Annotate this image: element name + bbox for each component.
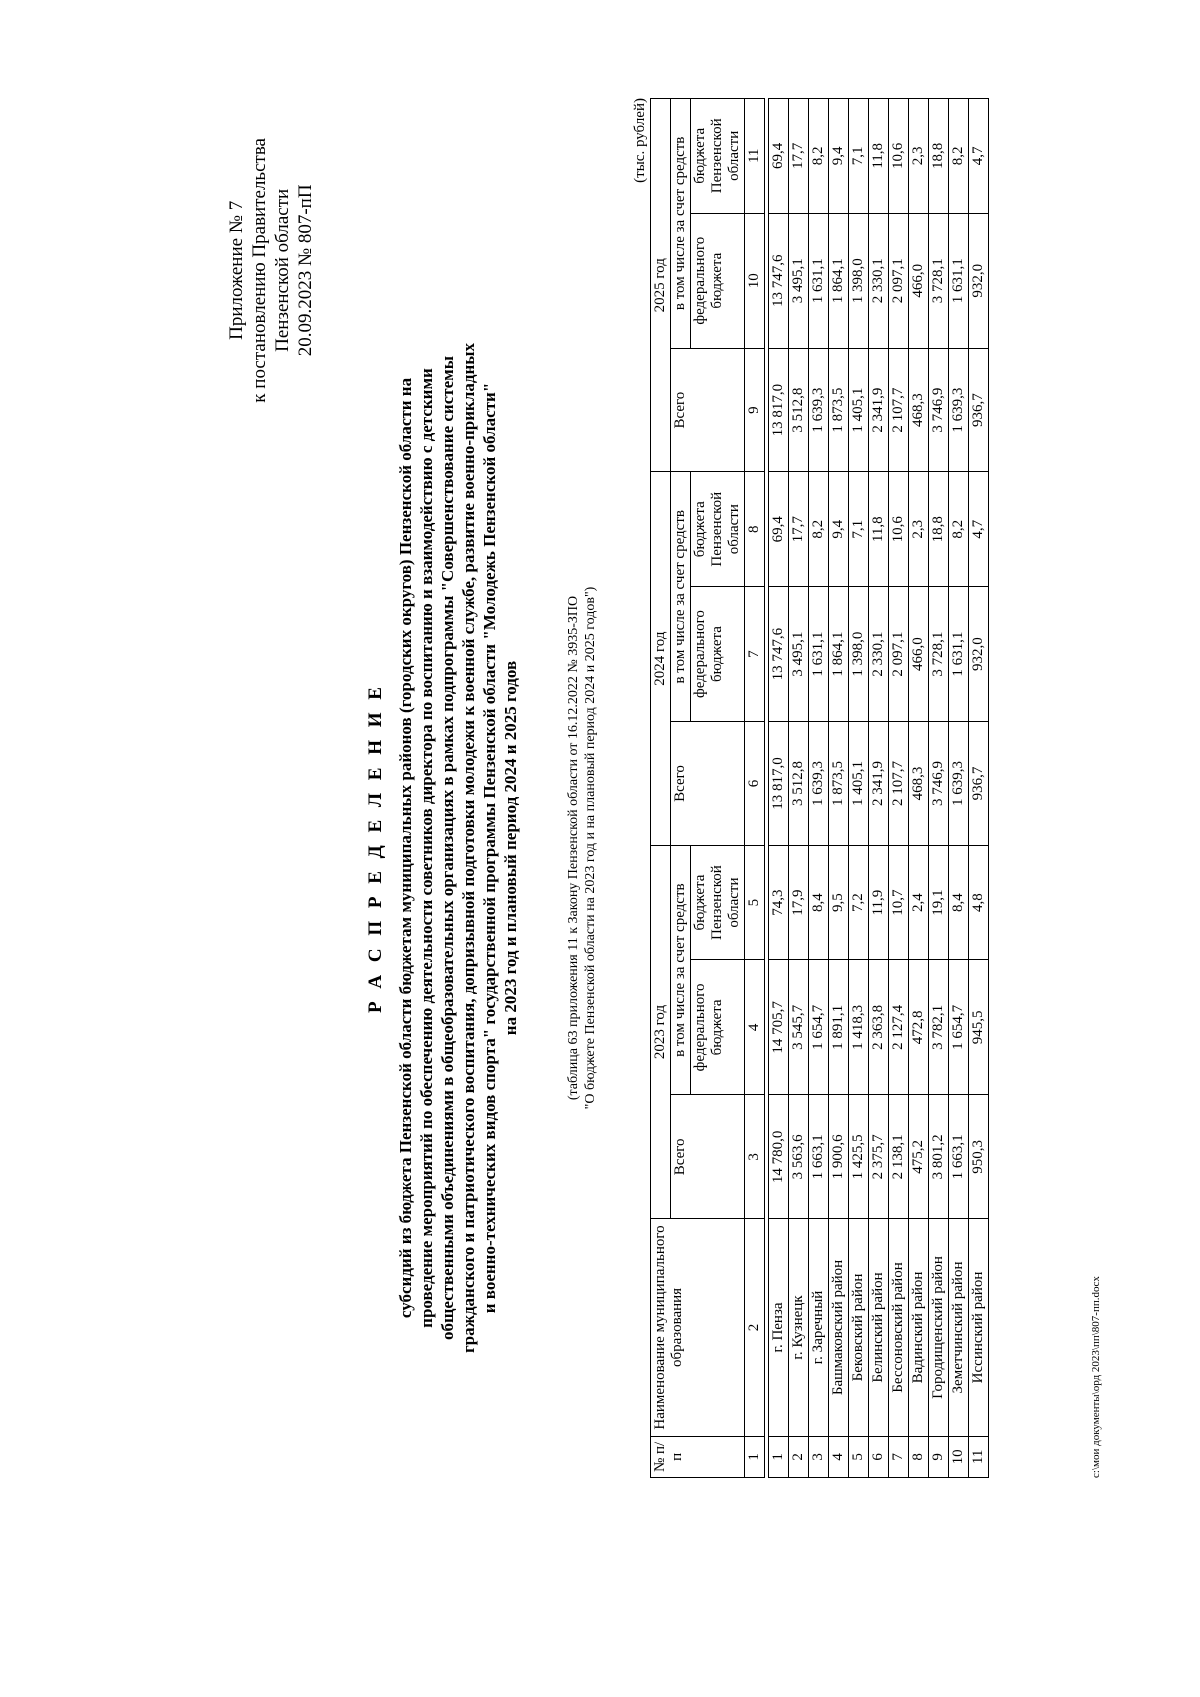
subtitle-line: общественными объединениями в общеобразовательных организациях в рамках подпрограммы "Совершенствование системы	[438, 355, 457, 1341]
amount-cell: 3 563,6	[789, 1095, 809, 1219]
column-number: 3	[745, 1095, 765, 1219]
amount-cell: 1 873,5	[829, 348, 849, 472]
table-body	[765, 99, 989, 1478]
amount-cell: 2 341,9	[869, 348, 889, 472]
amount-cell: 2 107,7	[889, 722, 909, 846]
amount-cell: 1 398,0	[849, 213, 869, 348]
table-row	[929, 99, 949, 1478]
column-number: 10	[745, 213, 765, 348]
column-number: 1	[745, 1436, 765, 1477]
row-number: 10	[949, 1436, 969, 1477]
column-number: 5	[745, 845, 765, 960]
municipality-name: Бессоновский район	[889, 1219, 909, 1437]
header-federal: федерального бюджета	[691, 960, 745, 1095]
amount-cell: 2 363,8	[869, 960, 889, 1095]
amount-cell: 3 495,1	[789, 213, 809, 348]
amount-cell: 2 097,1	[889, 586, 909, 721]
amount-cell: 1 639,3	[809, 348, 829, 472]
appendix-line: Приложение № 7	[226, 200, 247, 340]
header-total: Всего	[671, 348, 745, 472]
amount-cell: 3 728,1	[929, 213, 949, 348]
header-regional: бюджета Пензенской области	[691, 845, 745, 960]
amount-cell: 466,0	[909, 213, 929, 348]
column-number: 11	[745, 99, 765, 214]
amount-cell: 14 780,0	[769, 1095, 789, 1219]
amount-cell: 14 705,7	[769, 960, 789, 1095]
amount-cell: 4,7	[969, 472, 989, 587]
amount-cell: 18,8	[929, 472, 949, 587]
amount-cell: 1 405,1	[849, 348, 869, 472]
header-federal: федерального бюджета	[691, 586, 745, 721]
amount-cell: 2 097,1	[889, 213, 909, 348]
amount-cell: 9,4	[829, 472, 849, 587]
amount-cell: 9,4	[829, 99, 849, 214]
amount-cell: 8,2	[949, 472, 969, 587]
amount-cell: 17,9	[789, 845, 809, 960]
amount-cell: 7,1	[849, 99, 869, 214]
column-number: 6	[745, 722, 765, 846]
amount-cell: 8,4	[949, 845, 969, 960]
header-including: в том числе за счет средств	[671, 99, 691, 349]
document-title: Р А С П Р Е Д Е Л Е Н И Е	[365, 683, 386, 1013]
document-page	[50, 68, 1150, 1628]
row-number: 1	[769, 1436, 789, 1477]
municipality-name: Городищенский район	[929, 1219, 949, 1437]
amount-cell: 1 631,1	[809, 213, 829, 348]
appendix-line: Пензенской области	[272, 188, 293, 352]
amount-cell: 936,7	[969, 348, 989, 472]
amount-cell: 3 545,7	[789, 960, 809, 1095]
row-number: 3	[809, 1436, 829, 1477]
subtitle-line: и военно-технических видов спорта" государственной программы Пензенской области "Молодежь Пензенской области"	[480, 382, 499, 1314]
row-number: 5	[849, 1436, 869, 1477]
subtitle-line: проведение мероприятий по обеспечению деятельности советников директора по воспитанию и взаимодействию с детскими	[417, 368, 436, 1328]
header-num: № п/п	[651, 1436, 745, 1477]
amount-cell: 472,8	[909, 960, 929, 1095]
amount-cell: 1 663,1	[809, 1095, 829, 1219]
amount-cell: 1 654,7	[949, 960, 969, 1095]
amount-cell: 1 639,3	[949, 348, 969, 472]
row-number: 4	[829, 1436, 849, 1477]
header-year-2024: 2024 год	[651, 472, 671, 845]
amount-cell: 945,5	[969, 960, 989, 1095]
amount-cell: 3 512,8	[789, 722, 809, 846]
amount-cell: 950,3	[969, 1095, 989, 1219]
municipality-name: Бековский район	[849, 1219, 869, 1437]
amount-cell: 2 330,1	[869, 213, 889, 348]
amount-cell: 1 873,5	[829, 722, 849, 846]
amount-cell: 2 107,7	[889, 348, 909, 472]
header-regional: бюджета Пензенской области	[691, 99, 745, 214]
row-number: 9	[929, 1436, 949, 1477]
amount-cell: 932,0	[969, 586, 989, 721]
file-path-footer: c:\мои документы\орд 2023\пп\807-пп.docx	[1090, 1276, 1102, 1478]
amount-cell: 475,2	[909, 1095, 929, 1219]
amount-cell: 7,1	[849, 472, 869, 587]
amount-cell: 1 639,3	[809, 722, 829, 846]
appendix-line: 20.09.2023 № 807-пП	[295, 184, 316, 357]
amount-cell: 1 900,6	[829, 1095, 849, 1219]
appendix-block	[225, 138, 317, 403]
units-label: (тыс. рублей)	[632, 98, 648, 183]
appendix-line: к постановлению Правительства	[249, 138, 270, 403]
amount-cell: 3 801,2	[929, 1095, 949, 1219]
amount-cell: 4,7	[969, 99, 989, 214]
amount-cell: 19,1	[929, 845, 949, 960]
subtitle-line: гражданского и патриотического воспитания, допризывной подготовки молодежи к военной службе, развитие военно-прикладных	[459, 342, 478, 1354]
amount-cell: 13 817,0	[769, 722, 789, 846]
amount-cell: 2 127,4	[889, 960, 909, 1095]
column-number-row	[745, 99, 765, 1478]
amount-cell: 74,3	[769, 845, 789, 960]
amount-cell: 1 864,1	[829, 586, 849, 721]
amount-cell: 3 746,9	[929, 722, 949, 846]
table-row	[889, 99, 909, 1478]
table-row	[849, 99, 869, 1478]
subtitle-line: на 2023 год и плановый период 2024 и 2025 годов	[501, 660, 520, 1036]
amount-cell: 8,4	[809, 845, 829, 960]
municipality-name: Земетчинский район	[949, 1219, 969, 1437]
amount-cell: 8,2	[949, 99, 969, 214]
header-federal: федерального бюджета	[691, 213, 745, 348]
amount-cell: 3 728,1	[929, 586, 949, 721]
table-row	[949, 99, 969, 1478]
amount-cell: 2,3	[909, 472, 929, 587]
amount-cell: 17,7	[789, 472, 809, 587]
amount-cell: 2 341,9	[869, 722, 889, 846]
row-number: 7	[889, 1436, 909, 1477]
amount-cell: 932,0	[969, 213, 989, 348]
amount-cell: 17,7	[789, 99, 809, 214]
table-row	[789, 99, 809, 1478]
amount-cell: 2 138,1	[889, 1095, 909, 1219]
amount-cell: 2 375,7	[869, 1095, 889, 1219]
amount-cell: 11,9	[869, 845, 889, 960]
municipality-name: Башмаковский район	[829, 1219, 849, 1437]
amount-cell: 1 864,1	[829, 213, 849, 348]
amount-cell: 10,6	[889, 472, 909, 587]
amount-cell: 3 495,1	[789, 586, 809, 721]
distribution-table	[650, 98, 989, 1478]
amount-cell: 3 782,1	[929, 960, 949, 1095]
column-number: 2	[745, 1219, 765, 1437]
amount-cell: 2 330,1	[869, 586, 889, 721]
amount-cell: 13 817,0	[769, 348, 789, 472]
amount-cell: 1 639,3	[949, 722, 969, 846]
header-name: Наименование муниципального образования	[651, 1219, 745, 1437]
amount-cell: 1 418,3	[849, 960, 869, 1095]
row-number: 8	[909, 1436, 929, 1477]
amount-cell: 9,5	[829, 845, 849, 960]
amount-cell: 8,2	[809, 99, 829, 214]
amount-cell: 10,7	[889, 845, 909, 960]
amount-cell: 2,3	[909, 99, 929, 214]
amount-cell: 1 631,1	[809, 586, 829, 721]
table-row	[829, 99, 849, 1478]
amount-cell: 1 425,5	[849, 1095, 869, 1219]
column-number: 4	[745, 960, 765, 1095]
amount-cell: 13 747,6	[769, 586, 789, 721]
amount-cell: 3 512,8	[789, 348, 809, 472]
document-subtitle	[395, 148, 521, 1548]
source-note	[565, 68, 599, 1628]
amount-cell: 466,0	[909, 586, 929, 721]
amount-cell: 936,7	[969, 722, 989, 846]
column-number: 8	[745, 472, 765, 587]
amount-cell: 1 663,1	[949, 1095, 969, 1219]
amount-cell: 8,2	[809, 472, 829, 587]
municipality-name: г. Пенза	[769, 1219, 789, 1437]
amount-cell: 11,8	[869, 472, 889, 587]
table-row	[909, 99, 929, 1478]
amount-cell: 69,4	[769, 99, 789, 214]
amount-cell: 468,3	[909, 348, 929, 472]
amount-cell: 10,6	[889, 99, 909, 214]
amount-cell: 11,8	[869, 99, 889, 214]
row-number: 11	[969, 1436, 989, 1477]
row-number: 2	[789, 1436, 809, 1477]
amount-cell: 1 891,1	[829, 960, 849, 1095]
amount-cell: 1 654,7	[809, 960, 829, 1095]
header-regional: бюджета Пензенской области	[691, 472, 745, 587]
column-number: 9	[745, 348, 765, 472]
header-including: в том числе за счет средств	[671, 472, 691, 722]
source-line: (таблица 63 приложения 11 к Закону Пензенской области от 16.12.2022 № 3935-ЗПО	[566, 595, 581, 1101]
row-number: 6	[869, 1436, 889, 1477]
amount-cell: 13 747,6	[769, 213, 789, 348]
municipality-name: г. Кузнецк	[789, 1219, 809, 1437]
amount-cell: 69,4	[769, 472, 789, 587]
amount-cell: 1 631,1	[949, 213, 969, 348]
amount-cell: 1 405,1	[849, 722, 869, 846]
table-row	[869, 99, 889, 1478]
amount-cell: 2,4	[909, 845, 929, 960]
header-total: Всего	[671, 1095, 745, 1219]
municipality-name: г. Заречный	[809, 1219, 829, 1437]
header-including: в том числе за счет средств	[671, 845, 691, 1095]
amount-cell: 3 746,9	[929, 348, 949, 472]
municipality-name: Белинский район	[869, 1219, 889, 1437]
amount-cell: 18,8	[929, 99, 949, 214]
amount-cell: 7,2	[849, 845, 869, 960]
header-year-2025: 2025 год	[651, 99, 671, 472]
municipality-name: Вадинский район	[909, 1219, 929, 1437]
source-line: "О бюджете Пензенской области на 2023 год и на плановый период 2024 и 2025 годов")	[583, 586, 598, 1110]
header-total: Всего	[671, 722, 745, 846]
amount-cell: 1 631,1	[949, 586, 969, 721]
table-row	[969, 99, 989, 1478]
amount-cell: 1 398,0	[849, 586, 869, 721]
municipality-name: Иссинский район	[969, 1219, 989, 1437]
header-year-2023: 2023 год	[651, 845, 671, 1218]
table-row	[809, 99, 829, 1478]
amount-cell: 468,3	[909, 722, 929, 846]
table-row	[769, 99, 789, 1478]
subtitle-line: субсидий из бюджета Пензенской области бюджетам муниципальных районов (городских округов) Пензенской области на	[396, 377, 415, 1319]
column-number: 7	[745, 586, 765, 721]
amount-cell: 4,8	[969, 845, 989, 960]
